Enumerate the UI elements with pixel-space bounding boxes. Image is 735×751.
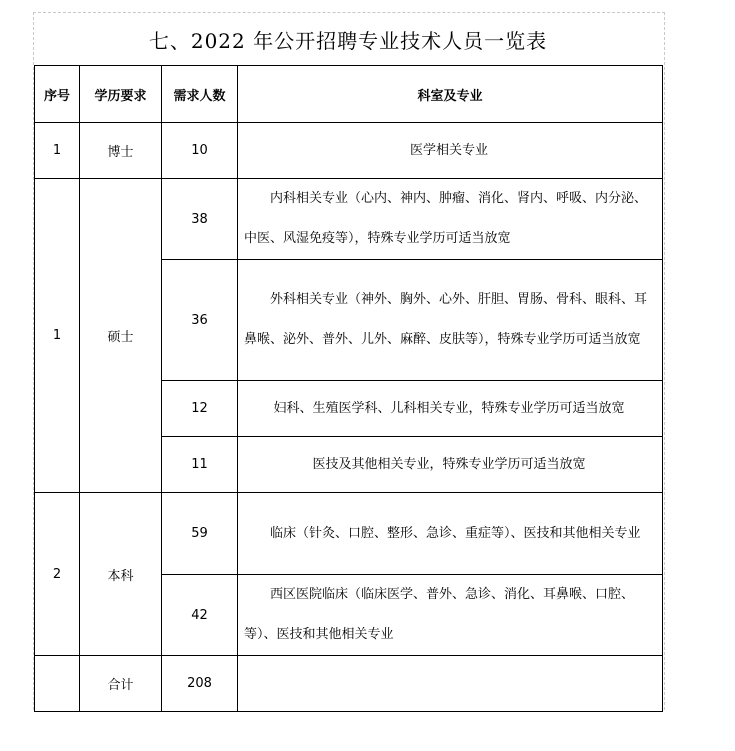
row-no: 2 <box>35 493 80 656</box>
header-row <box>35 66 663 123</box>
row-count: 36 <box>162 260 238 381</box>
total-count: 208 <box>162 656 238 712</box>
row-count: 10 <box>162 123 238 179</box>
row-edu: 本科 <box>80 493 162 656</box>
row-dept <box>238 260 663 381</box>
row-no: 1 <box>35 123 80 179</box>
header-edu: 学历要求 <box>80 66 162 123</box>
page-title: 七、2022 年公开招聘专业技术人员一览表 <box>148 29 548 53</box>
row-dept-text: 外科相关专业（神外、胸外、心外、肝胆、胃肠、骨科、眼科、耳鼻喉、泌外、普外、儿外、麻醉、皮肤等），特殊专业学历可适当放宽 <box>244 292 648 347</box>
row-dept: 医技及其他相关专业，特殊专业学历可适当放宽 <box>238 437 663 493</box>
table-row <box>35 493 663 575</box>
header-no: 序号 <box>35 66 80 123</box>
row-dept: 医学相关专业 <box>238 123 663 179</box>
row-dept <box>238 179 663 260</box>
row-dept <box>238 493 663 575</box>
row-dept-text: 临床（针灸、口腔、整形、急诊、重症等）、医技和其他相关专业 <box>270 525 641 541</box>
row-dept: 妇科、生殖医学科、儿科相关专业，特殊专业学历可适当放宽 <box>238 381 663 437</box>
total-label: 合计 <box>80 656 162 712</box>
table-row <box>35 179 663 260</box>
row-count: 11 <box>162 437 238 493</box>
header-count: 需求人数 <box>162 66 238 123</box>
row-count: 12 <box>162 381 238 437</box>
header-dept: 科室及专业 <box>238 66 663 123</box>
table-row <box>35 123 663 179</box>
row-no: 1 <box>35 179 80 493</box>
row-dept <box>238 575 663 656</box>
total-row <box>35 656 663 712</box>
row-edu: 博士 <box>80 123 162 179</box>
recruitment-table <box>34 65 663 712</box>
row-dept-text: 西区医院临床（临床医学、普外、急诊、消化、耳鼻喉、口腔、等）、医技和其他相关专业 <box>244 587 635 642</box>
row-edu: 硕士 <box>80 179 162 493</box>
total-dept <box>238 656 663 712</box>
row-count: 59 <box>162 493 238 575</box>
row-count: 42 <box>162 575 238 656</box>
total-no <box>35 656 80 712</box>
row-dept-text: 内科相关专业（心内、神内、肿瘤、消化、肾内、呼吸、内分泌、中医、风湿免疫等），特殊专业学历可适当放宽 <box>244 191 648 246</box>
row-count: 38 <box>162 179 238 260</box>
